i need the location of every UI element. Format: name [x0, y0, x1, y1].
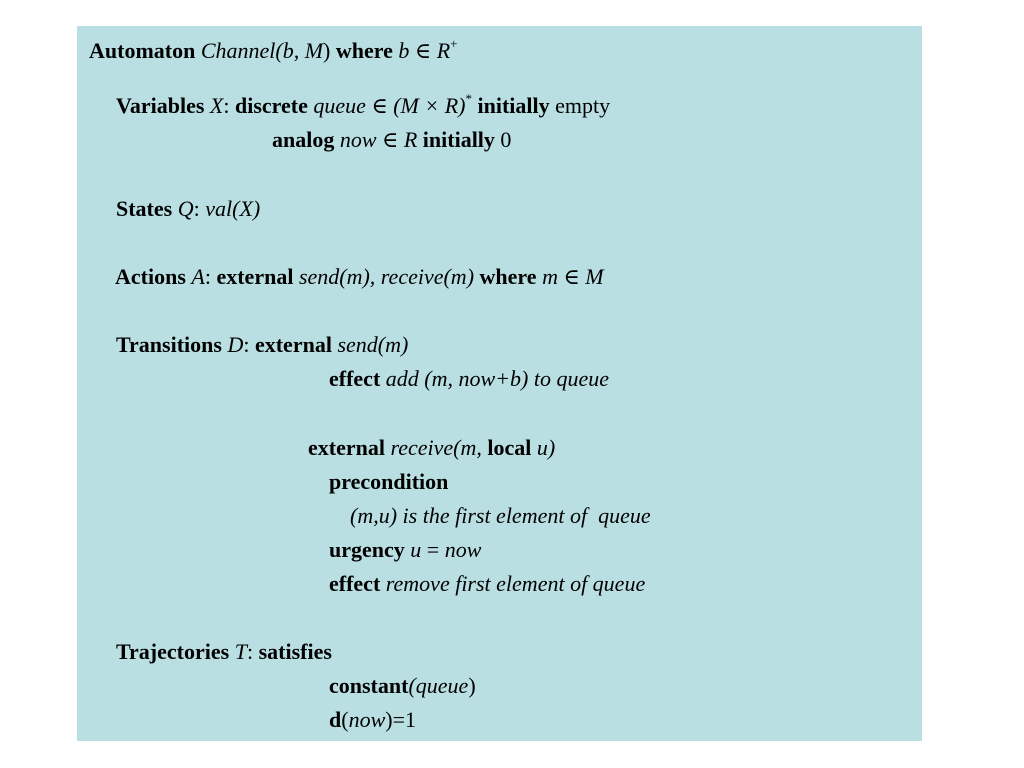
now-initial-value: 0 [500, 127, 512, 152]
receive-effect: remove first element of queue [385, 571, 646, 596]
states-keyword: States [116, 196, 173, 221]
derivative-line: d(now)=1 [329, 707, 416, 732]
variables-discrete-line: Variables X: discrete queue ∈ (M × R)* initially empty [116, 90, 611, 118]
send-action: send(m) [337, 332, 409, 357]
action-list: send(m), receive(m) [298, 264, 475, 289]
variables-analog-line: analog now ∈ R initially 0 [272, 127, 512, 152]
states-definition: val(X) [205, 196, 261, 221]
transitions-send-line: Transitions D: external send(m) [116, 332, 409, 357]
trajectories-line: Trajectories T: satisfies [116, 639, 332, 664]
queue-variable: queue [313, 93, 366, 118]
derivative-keyword: d [329, 707, 342, 732]
satisfies-keyword: satisfies [258, 639, 332, 664]
actions-line: Actions A: external send(m), receive(m) where m ∈ M [115, 264, 604, 289]
urgency-line: urgency u = now [329, 537, 482, 562]
actions-keyword: Actions [115, 264, 186, 289]
where-keyword: where [335, 38, 393, 63]
automaton-name: Channel(b, M [200, 38, 324, 63]
constant-line: constant(queue) [329, 673, 476, 698]
now-variable: now [339, 127, 377, 152]
send-effect: add (m, now+b) to queue [385, 366, 609, 391]
receive-effect-line: effect remove first element of queue [329, 571, 646, 596]
analog-keyword: analog [272, 127, 335, 152]
precondition-text: (m,u) is the first element of queue [350, 503, 651, 528]
variables-keyword: Variables [116, 93, 205, 118]
discrete-keyword: discrete [235, 93, 308, 118]
urgency-keyword: urgency [329, 537, 405, 562]
local-keyword: local [487, 435, 532, 460]
queue-type: (M × R) [393, 93, 466, 118]
automaton-keyword: Automaton [89, 38, 196, 63]
states-line: States Q: val(X) [116, 196, 261, 221]
precondition-keyword-line [329, 469, 448, 495]
external-keyword: external [216, 264, 294, 289]
precondition-line [350, 503, 651, 529]
precondition-keyword: precondition [329, 469, 449, 494]
queue-initial-value: empty [555, 93, 611, 118]
effect-keyword: effect [329, 366, 381, 391]
transitions-keyword: Transitions [116, 332, 222, 357]
constant-keyword: constant [329, 673, 409, 698]
receive-action: receive(m, [390, 435, 482, 460]
trajectories-keyword: Trajectories [116, 639, 230, 664]
transitions-receive-line: external receive(m, local u) [308, 435, 556, 460]
automaton-definition-panel [77, 26, 922, 741]
initially-keyword: initially [477, 93, 550, 118]
automaton-header: Automaton Channel(b, M) where b ∈ R+ [89, 35, 458, 63]
send-effect-line [329, 366, 609, 392]
